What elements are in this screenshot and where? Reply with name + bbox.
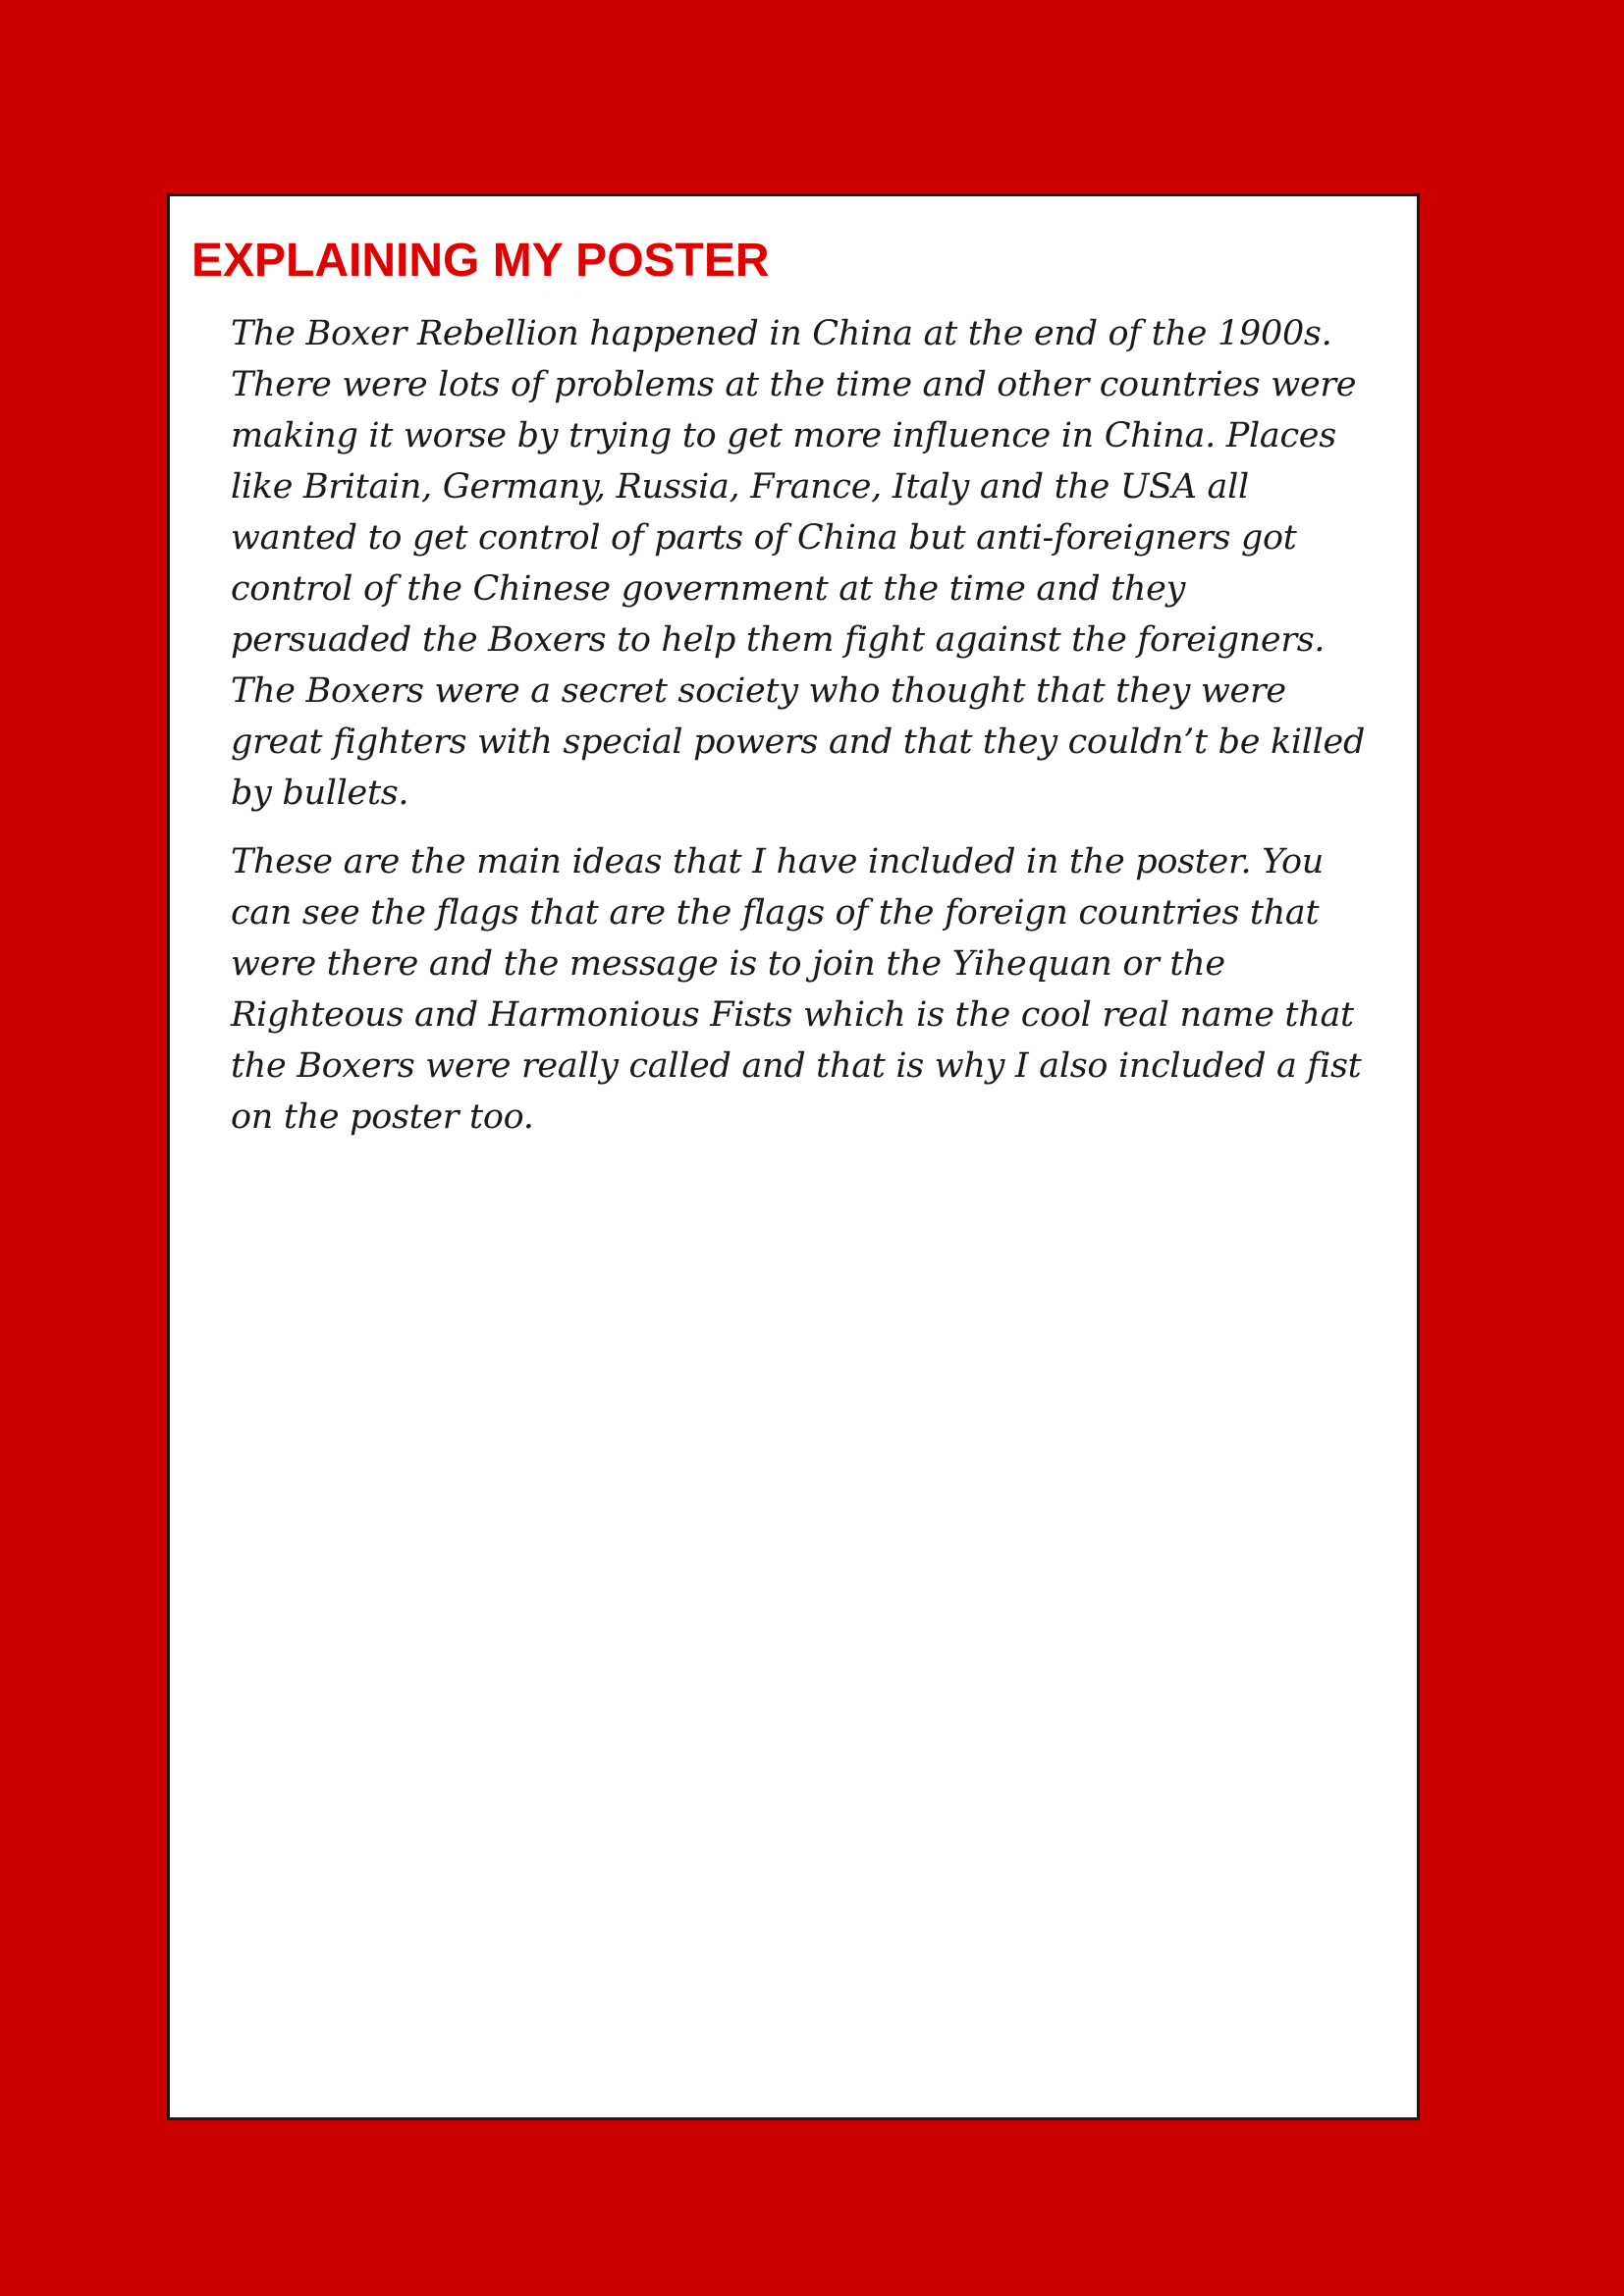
- paragraph-2: These are the main ideas that I have included in the poster. You can see the flags that are the flags of the foreign countries that were there and the message is to join the Yihequan or the Righteous and Harmonious Fists which is the cool real name that the Boxers were really called and that is why I also included a fist on the poster too.: [231, 842, 1362, 1137]
- body-text: [231, 308, 1370, 1160]
- page-title: EXPLAINING MY POSTER: [191, 235, 770, 287]
- paragraph-1: The Boxer Rebellion happened in China at the end of the 1900s. There were lots of problems at the time and other countries were making it worse by trying to get more influence in China. Places like Britain, Germany, Russia, France, Italy and the USA all wanted to get control of parts of China but anti-foreigners got control of the Chinese government at the time and they persuaded the Boxers to help them fight against the foreigners. The Boxers were a secret society who thought that they were great fighters with special powers and that they couldn’t be killed by bullets.: [231, 314, 1366, 813]
- content-panel: [167, 193, 1420, 2120]
